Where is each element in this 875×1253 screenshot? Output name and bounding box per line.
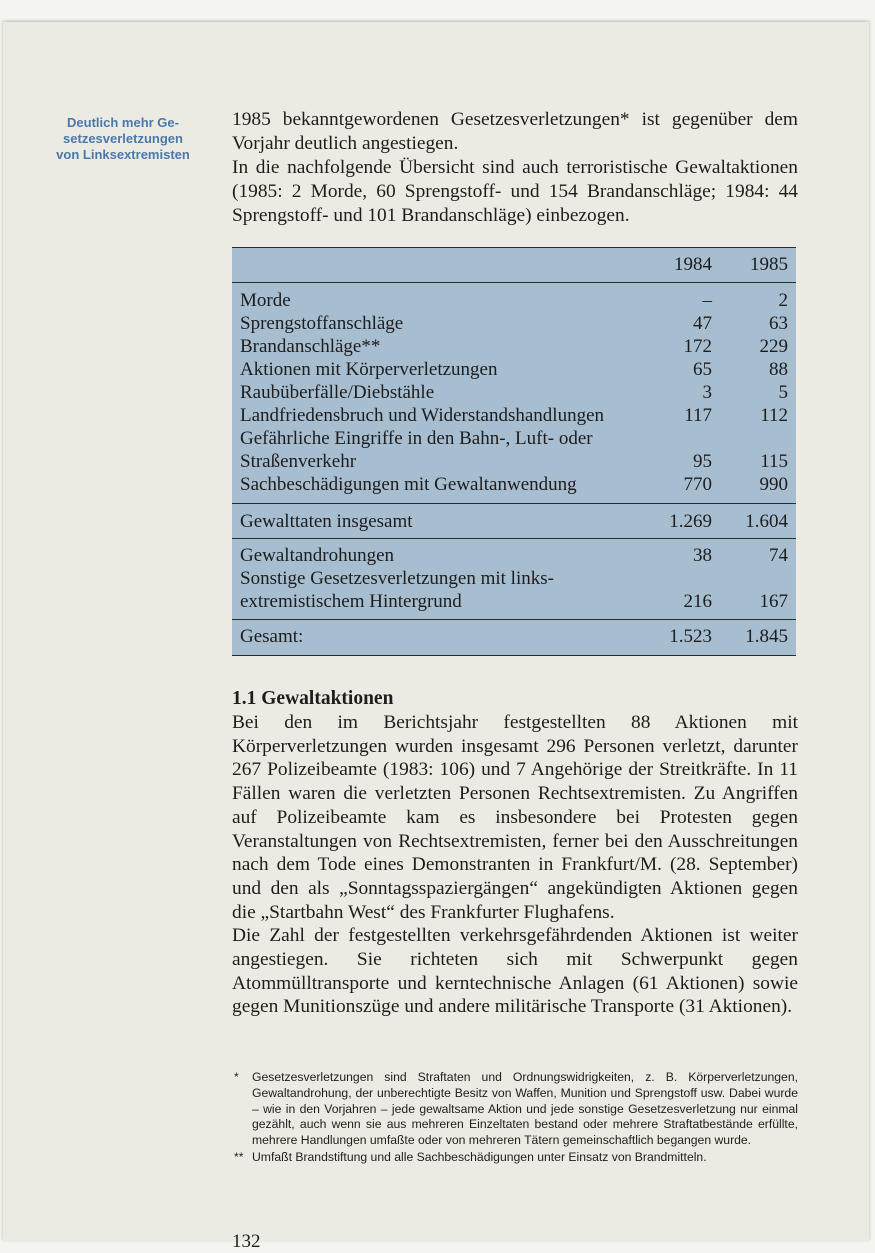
table-divider — [232, 619, 796, 620]
value-1985: 167 — [759, 591, 788, 612]
value-1984: 770 — [683, 474, 712, 495]
table-row — [232, 404, 796, 427]
column-header-1985: 1985 — [750, 254, 788, 275]
row-label: Sonstige Gesetzesverletzungen mit links- — [240, 568, 554, 589]
table-row — [232, 473, 796, 496]
margin-note-line: setzesverletzungen — [63, 131, 183, 146]
page-number: 132 — [232, 1231, 261, 1252]
value-1985: 5 — [778, 382, 788, 403]
body-paragraph: Bei den im Berichtsjahr festgestellten 88 Aktionen mit Körperverletzungen wurden insgesamt 296 Personen verletzt, darunter 267 Polizeibeamte (1983: 106) und 7 Angehörige der Streitkräfte. In 11 Fällen waren die verletzten Personen Rechtsextremisten. Zu Angriffen auf Polizeibeamte kam es insbesondere bei Protesten gegen Veranstaltungen von Rechtsextremisten, ferner bei den Ausschreitungen nach dem Tode eines Demonstranten in Frankfurt/M. (28. September) und den als „Sonntagsspaziergängen“ angekündigten Aktionen gegen die „Startbahn West“ des Frankfurter Flughafens. — [232, 712, 798, 923]
value-1985: 112 — [760, 405, 788, 426]
value-1984: 95 — [693, 451, 712, 472]
value-1985: 229 — [759, 336, 788, 357]
table-row — [232, 289, 796, 312]
footnote-text: Umfaßt Brandstiftung und alle Sachbeschädigungen unter Einsatz von Brandmitteln. — [252, 1149, 707, 1164]
margin-note — [39, 115, 207, 163]
table-row — [232, 590, 796, 613]
table-row — [232, 544, 796, 567]
footnote-text: Gesetzesverletzungen sind Straftaten und Ordnungswidrigkeiten, z. B. Körperverletzungen, Gewaltandrohung, der unberechtigte Besitz von Waffen, Munition und Sprengstoff usw. Dabei wurde – wie in den Vorjahren – jede gewaltsame Aktion und jede sonstige Gesetzesverletzung nur einmal gezählt, auch wenn sie aus mehreren Einzeltaten bestand oder mehrere Straftatbestände erfüllte, mehrere Handlungen umfaßte oder von mehreren Tätern gemeinschaftlich begangen wurde. — [252, 1070, 798, 1148]
subtotal-1985: 1.604 — [745, 511, 788, 532]
table-header-row — [232, 253, 796, 276]
table-divider — [232, 538, 796, 539]
intro-paragraph: 1985 bekanntgewordenen Gesetzesverletzungen* ist gegenüber dem Vorjahr deutlich angestiegen. — [232, 109, 798, 154]
value-1984: 172 — [683, 336, 712, 357]
section-heading: 1.1 Gewaltaktionen — [232, 688, 394, 709]
intro-text — [232, 108, 798, 228]
value-1984: 3 — [702, 382, 712, 403]
row-label: Brandanschläge** — [240, 336, 381, 357]
value-1984: 65 — [693, 359, 712, 380]
footnote-marker: * — [234, 1070, 239, 1084]
value-1985: 88 — [769, 359, 788, 380]
value-1984: – — [702, 290, 712, 311]
table-row-label-line — [232, 567, 796, 590]
value-1985: 115 — [760, 451, 788, 472]
value-1984: 47 — [693, 313, 712, 334]
total-1984: 1.523 — [669, 626, 712, 647]
table-row — [232, 335, 796, 358]
value-1985: 990 — [759, 474, 788, 495]
footnotes — [232, 1070, 798, 1167]
table-row — [232, 381, 796, 404]
row-label: Gewaltandrohungen — [240, 545, 395, 566]
row-label: Landfriedensbruch und Widerstandshandlungen — [240, 405, 605, 426]
table-divider — [232, 282, 796, 283]
value-1984: 216 — [683, 591, 712, 612]
row-label: Sachbeschädigungen mit Gewaltanwendung — [240, 474, 577, 495]
row-label: Morde — [240, 290, 291, 311]
footnote — [232, 1070, 798, 1149]
subtotal-1984: 1.269 — [669, 511, 712, 532]
subtotal-label: Gewalttaten insgesamt — [240, 511, 413, 532]
table-row — [232, 358, 796, 381]
value-1985: 63 — [769, 313, 788, 334]
footnote — [232, 1150, 798, 1166]
document-page — [3, 22, 869, 1252]
column-header-1984: 1984 — [674, 254, 712, 275]
intro-paragraph: In die nachfolgende Übersicht sind auch terroristische Gewaltaktionen (1985: 2 Morde, 60 Sprengstoff- und 154 Brandanschläge; 1984: 44 Sprengstoff- und 101 Brandanschläge) einbezogen. — [232, 157, 798, 226]
total-1985: 1.845 — [745, 626, 788, 647]
table-row — [232, 312, 796, 335]
margin-note-line: von Linksextremisten — [56, 147, 190, 162]
table-divider — [232, 503, 796, 504]
table-row — [232, 450, 796, 473]
total-label: Gesamt: — [240, 626, 304, 647]
row-label: Raubüberfälle/Diebstähle — [240, 382, 435, 403]
value-1984: 38 — [693, 545, 712, 566]
row-label-continued: Straßenverkehr — [240, 451, 357, 472]
row-label: Aktionen mit Körperverletzungen — [240, 359, 498, 380]
body-paragraph: Die Zahl der festgestellten verkehrsgefährdenden Aktionen ist weiter angestiegen. Sie richteten sich mit Schwerpunkt gegen Atommülltransporte und kerntechnische Anlagen (61 Aktionen) sowie gegen Munitionszüge und andere militärische Transporte (31 Aktionen). — [232, 925, 798, 1018]
row-label: Gefährliche Eingriffe in den Bahn-, Luft- oder — [240, 428, 593, 449]
subtotal-row — [232, 510, 796, 533]
footnote-marker: ** — [234, 1149, 244, 1164]
value-1985: 74 — [769, 545, 788, 566]
total-row — [232, 625, 796, 648]
margin-note-line: Deutlich mehr Ge- — [67, 115, 179, 130]
row-label: Sprengstoffanschläge — [240, 313, 404, 334]
row-label-continued: extremistischem Hintergrund — [240, 591, 462, 612]
section-body — [232, 711, 798, 1019]
value-1984: 117 — [684, 405, 712, 426]
value-1985: 2 — [778, 290, 788, 311]
table-row-label-line — [232, 427, 796, 450]
statistics-table — [232, 247, 796, 656]
